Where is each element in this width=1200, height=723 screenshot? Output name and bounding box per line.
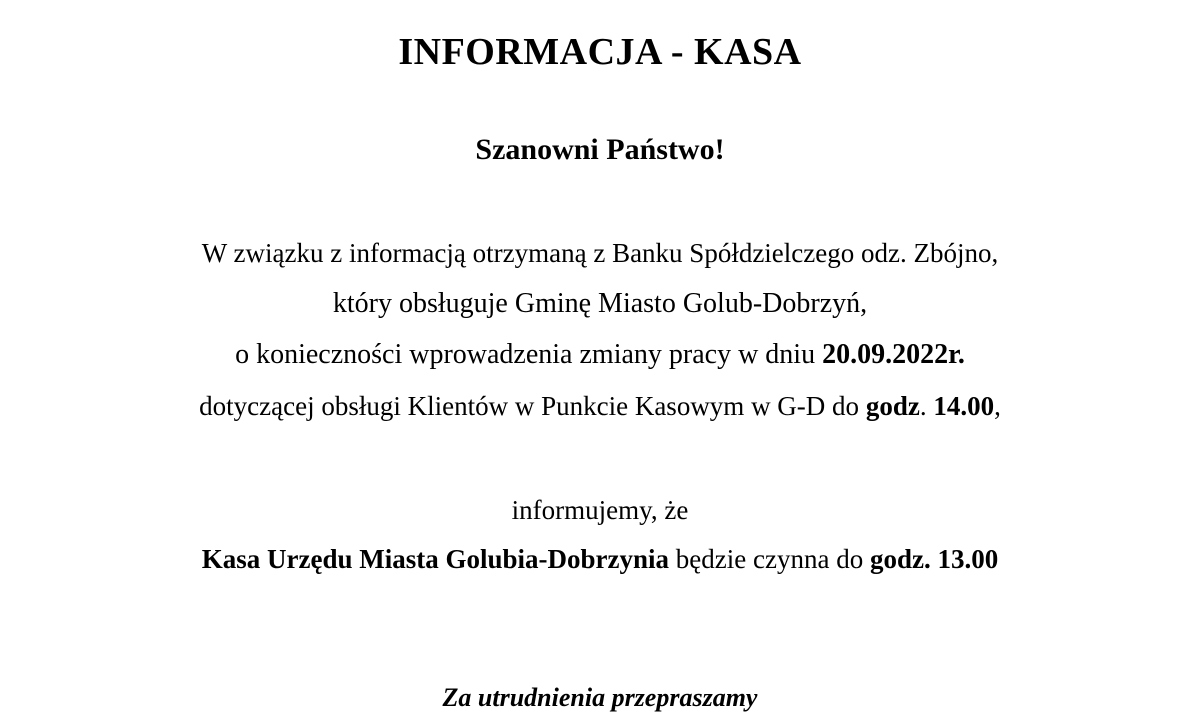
closing-apology: Za utrudnienia przepraszamy (442, 683, 758, 712)
body-line-3-text: o konieczności wprowadzenia zmiany pracy w dniu (235, 339, 823, 370)
hour-separator: . (919, 391, 934, 421)
body-line-6 (0, 546, 1200, 573)
greeting: Szanowni Państwo! (475, 133, 725, 166)
office-name: Kasa Urzędu Miasta Golubia-Dobrzynia (201, 544, 670, 574)
body-line-1: W związku z informacją otrzymaną z Banku Spółdzielczego odz. Zbójno, (201, 238, 999, 268)
body-line-5: informujemy, że (511, 495, 689, 525)
notice-title: INFORMACJA - KASA (398, 31, 802, 73)
line-4-comma: , (994, 391, 1001, 421)
hour-label: godz (865, 391, 920, 421)
body-line-4 (0, 393, 1200, 420)
change-date: 20.09.2022r. (822, 339, 965, 370)
body-line-3 (0, 341, 1200, 369)
office-closing-time: godz. 13.00 (869, 544, 999, 574)
body-line-2: który obsługuje Gminę Miasto Golub-Dobrzyń, (332, 288, 868, 319)
body-line-4-text: dotyczącej obsługi Klientów w Punkcie Kasowym w G-D do (199, 391, 866, 421)
body-line-6-text: będzie czynna do (669, 544, 870, 574)
bank-closing-time: 14.00 (933, 391, 995, 421)
